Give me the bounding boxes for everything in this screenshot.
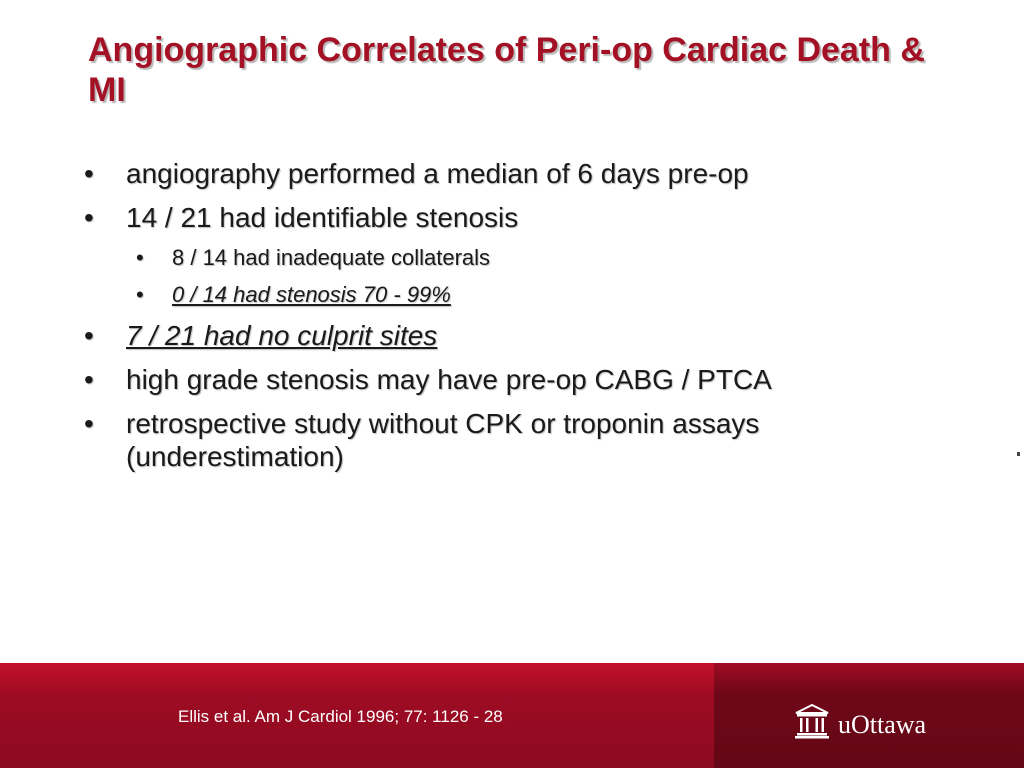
bullet-text: high grade stenosis may have pre-op CABG / PTCA [126,364,772,395]
footer-citation-panel [0,663,714,768]
bullet-dot-icon: • [84,202,94,233]
footer-band [0,663,1024,768]
sub-bullet-text: 0 / 14 had stenosis 70 - 99% [172,282,451,307]
bullet-item [84,201,944,234]
university-building-icon [794,703,830,739]
sub-bullet-item [84,245,944,271]
edge-mark [1017,452,1020,456]
bullet-item [84,157,944,190]
bullet-dot-icon: • [136,245,144,270]
bullet-dot-icon: • [136,282,144,307]
bullet-dot-icon: • [84,364,94,395]
uottawa-logo-text: uOttawa [838,710,927,739]
sub-bullet-text: 8 / 14 had inadequate collaterals [172,245,491,270]
bullet-text: angiography performed a median of 6 days pre-op [126,158,749,189]
slide-title: Angiographic Correlates of Peri-op Cardiac Death & MI [88,31,925,109]
footer-logo-panel [714,663,1024,768]
bullet-text: retrospective study without CPK or troponin assays (underestimation) [126,408,760,472]
bullet-item [84,407,944,473]
bullet-list [84,157,944,484]
bullet-dot-icon: • [84,320,94,351]
sub-bullet-item [84,282,944,308]
bullet-text: 7 / 21 had no culprit sites [126,320,438,351]
citation-text: Ellis et al. Am J Cardiol 1996; 77: 1126 - 28 [178,707,503,726]
bullet-dot-icon: • [84,158,94,189]
bullet-dot-icon: • [84,408,94,439]
bullet-item [84,319,944,352]
bullet-text: 14 / 21 had identifiable stenosis [126,202,519,233]
bullet-item [84,363,944,396]
